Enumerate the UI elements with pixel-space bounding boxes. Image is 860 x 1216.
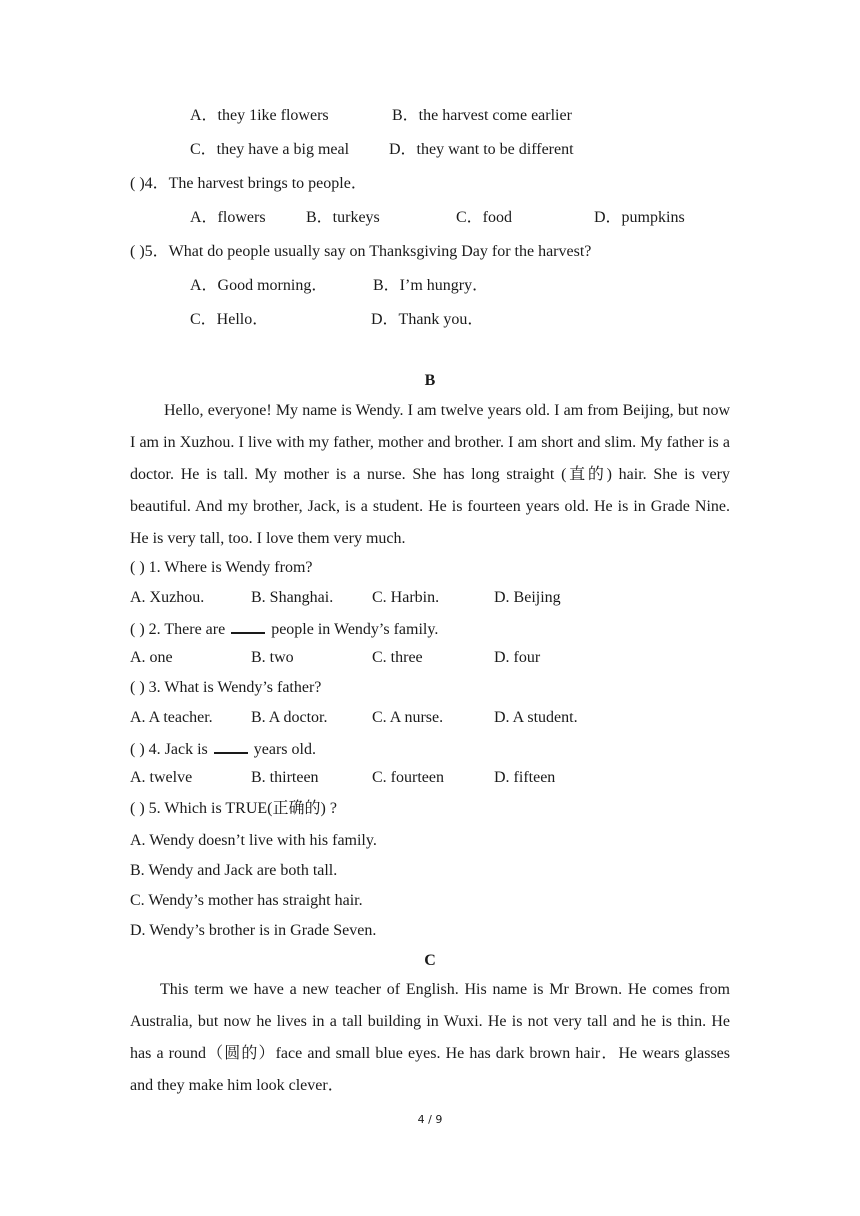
question-b5: ( ) 5. Which is TRUE(正确的) ?	[130, 800, 337, 817]
option-b: B. Shanghai.	[251, 589, 334, 606]
option-a: A. A teacher.	[130, 709, 213, 726]
option-d: D. Beijing	[494, 589, 561, 606]
option-b: B．the harvest come earlier	[392, 107, 572, 124]
option-c: C. fourteen	[372, 769, 444, 786]
option-a: A. one	[130, 649, 173, 666]
option-c: C. A nurse.	[372, 709, 444, 726]
option-c: C．Hello．	[190, 311, 269, 328]
question-text: years old.	[253, 741, 316, 758]
option-d: D．Thank you．	[371, 311, 484, 328]
question-text: ( ) 2. There are	[130, 621, 226, 638]
answer-blank	[214, 738, 248, 754]
option-b: B. thirteen	[251, 769, 319, 786]
option-c: C．food	[456, 209, 513, 226]
option-a: A．they 1ike flowers	[190, 107, 329, 124]
passage-b: Hello, everyone! My name is Wendy. I am twelve years old. I am from Beijing, but now I am in Xuzhou. I live with my father, mother and brother. I am short and slim. My father is a doctor. He is tall. My mother is a nurse. She has long straight (直的) hair. She is very beautiful. And my brother, Jack, is a student. He is fourteen years old. He is in Grade Nine. He is very tall, too. I love them very much.	[130, 402, 730, 547]
passage-c: This term we have a new teacher of English. His name is Mr Brown. He comes from Australia, but now he lives in a tall building in Wuxi. He is not very tall and he is thin. He has a round（圆的）face and small blue eyes. He has dark brown hair．He wears glasses and they make him look clever．	[130, 981, 730, 1094]
option-c: C. three	[372, 649, 423, 666]
option-b: B．I’m hungry．	[373, 277, 489, 294]
page-number: 4 / 9	[417, 1113, 443, 1126]
option-a: A. twelve	[130, 769, 193, 786]
option-d: D. A student.	[494, 709, 578, 726]
option-d: D. four	[494, 649, 541, 666]
option-b: B．turkeys	[306, 209, 380, 226]
option-c: C. Harbin.	[372, 589, 440, 606]
option-d: D．they want to be different	[389, 141, 574, 158]
question-b1: ( ) 1. Where is Wendy from?	[130, 559, 313, 576]
option-a: A. Xuzhou.	[130, 589, 205, 606]
option-d: D．pumpkins	[594, 209, 685, 226]
option-d: D. fifteen	[494, 769, 556, 786]
option-b: B. A doctor.	[251, 709, 328, 726]
question-a5: ( )5．What do people usually say on Thanksgiving Day for the harvest?	[130, 243, 592, 260]
option-a: A．flowers	[190, 209, 266, 226]
question-b4	[130, 738, 316, 760]
option-a: A. Wendy doesn’t live with his family.	[130, 832, 377, 849]
option-a: A．Good morning．	[190, 277, 328, 294]
question-b3: ( ) 3. What is Wendy’s father?	[130, 679, 322, 696]
answer-blank	[231, 618, 265, 634]
question-b2	[130, 618, 438, 640]
option-c: C. Wendy’s mother has straight hair.	[130, 892, 363, 909]
section-heading-c: C	[424, 952, 436, 969]
option-b: B. two	[251, 649, 294, 666]
section-heading-b: B	[424, 372, 436, 389]
option-c: C．they have a big meal	[190, 141, 350, 158]
question-a4: ( )4．The harvest brings to people．	[130, 175, 367, 192]
question-text: ( ) 4. Jack is	[130, 741, 208, 758]
option-b: B. Wendy and Jack are both tall.	[130, 862, 338, 879]
option-d: D. Wendy’s brother is in Grade Seven.	[130, 922, 377, 939]
question-text: people in Wendy’s family.	[271, 621, 439, 638]
